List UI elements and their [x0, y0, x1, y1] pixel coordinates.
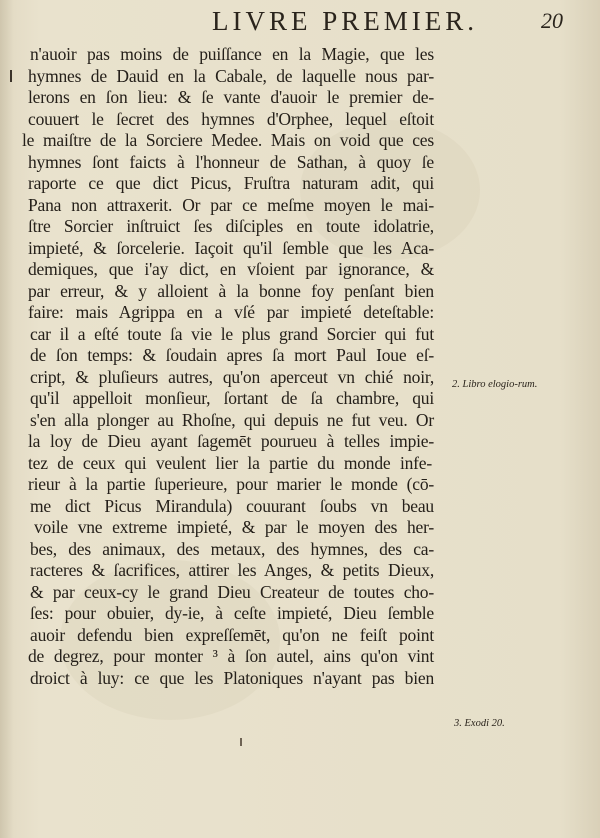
text-line: Pana non attraxerit. Or par ce meſme moyen le mai-	[28, 194, 434, 215]
margin-note-exodus: 3. Exodi 20.	[454, 718, 505, 729]
text-line: droict à luy: ce que les Platoniques n'ayant pas bien	[30, 667, 434, 688]
text-line: racteres & ſacrifices, attirer les Anges, & petits Dieux,	[30, 560, 434, 580]
text-line: hymnes ſont faicts à l'honneur de Sathan, à quoy ſe	[28, 151, 434, 172]
text-line: tez de ceux qui veulent lier la partie du monde infe-	[28, 452, 432, 473]
text-line: bes, des animaux, des metaux, des hymnes, des ca-	[30, 538, 434, 559]
text-line: par erreur, & y alloient à la bonne foy penſant bien	[28, 280, 434, 301]
text-line: ſes: pour obuier, dy-ie, à ceſte impieté, Dieu ſemble	[30, 603, 434, 623]
text-line: s'en alla plonger au Rhoſne, qui depuis ne fut veu. Or	[30, 409, 434, 430]
text-line: la loy de Dieu ayant ſagemēt pourueu à telles impie-	[28, 431, 434, 451]
text-line: me dict Picus Mirandula) couurant ſoubs vn beau	[30, 495, 434, 516]
text-line: rieur à la partie ſuperieure, pour marier le monde (cō-	[28, 474, 434, 494]
text-line: de degrez, pour monter ³ à ſon autel, ains qu'on vint	[28, 646, 434, 666]
text-line: lerons en ſon lieu: & ſe vante d'auoir le premier de-	[28, 87, 434, 107]
running-head	[0, 6, 600, 42]
text-line: couuert le ſecret des hymnes d'Orphee, lequel eſtoit	[28, 108, 434, 129]
text-line: impieté, & ſorcelerie. Iaçoit qu'il ſemble que les Aca-	[28, 237, 434, 258]
margin-mark	[10, 70, 12, 82]
text-line: le maiſtre de la Sorciere Medee. Mais on void que ces	[22, 130, 434, 150]
page-number: 20	[541, 8, 563, 33]
text-line: voile vne extreme impieté, & par le moyen des her-	[34, 517, 434, 537]
text-line: cript, & pluſieurs autres, qu'on aperceut vn chié noir,	[30, 366, 434, 387]
text-line: raporte ce que dict Picus, Fruſtra naturam adit, qui	[28, 173, 434, 193]
text-line: auoir defendu bien expreſſemēt, qu'on ne feiſt point	[30, 624, 434, 645]
text-line: faire: mais Agrippa en a vſé par impieté deteſtable:	[28, 302, 434, 322]
text-line: de ſon temps: & ſoudain apres ſa mort Paul Ioue eſ-	[30, 345, 434, 365]
text-line: ſtre Sorcier inſtruict ſes diſciples en toute idolatrie,	[28, 216, 434, 236]
bottom-mark	[240, 738, 242, 746]
text-line: car il a eſté toute ſa vie le plus grand Sorcier qui fut	[30, 323, 434, 344]
text-line: demiques, que i'ay dict, en vſoient par ignorance, &	[28, 259, 434, 279]
running-head-title: LIVRE PREMIER.	[212, 6, 479, 36]
margin-note-elogiorum: 2. Libro elogio-rum.	[452, 379, 538, 390]
text-line: & par ceux-cy le grand Dieu Createur de toutes cho-	[30, 581, 434, 602]
body-text	[22, 44, 434, 689]
text-line: qu'il appelloit monſieur, ſortant de ſa chambre, qui	[30, 388, 434, 408]
text-line: n'auoir pas moins de puiſſance en la Magie, que les	[30, 44, 434, 64]
text-line: hymnes de Dauid en la Cabale, de laquelle nous par-	[28, 65, 434, 86]
